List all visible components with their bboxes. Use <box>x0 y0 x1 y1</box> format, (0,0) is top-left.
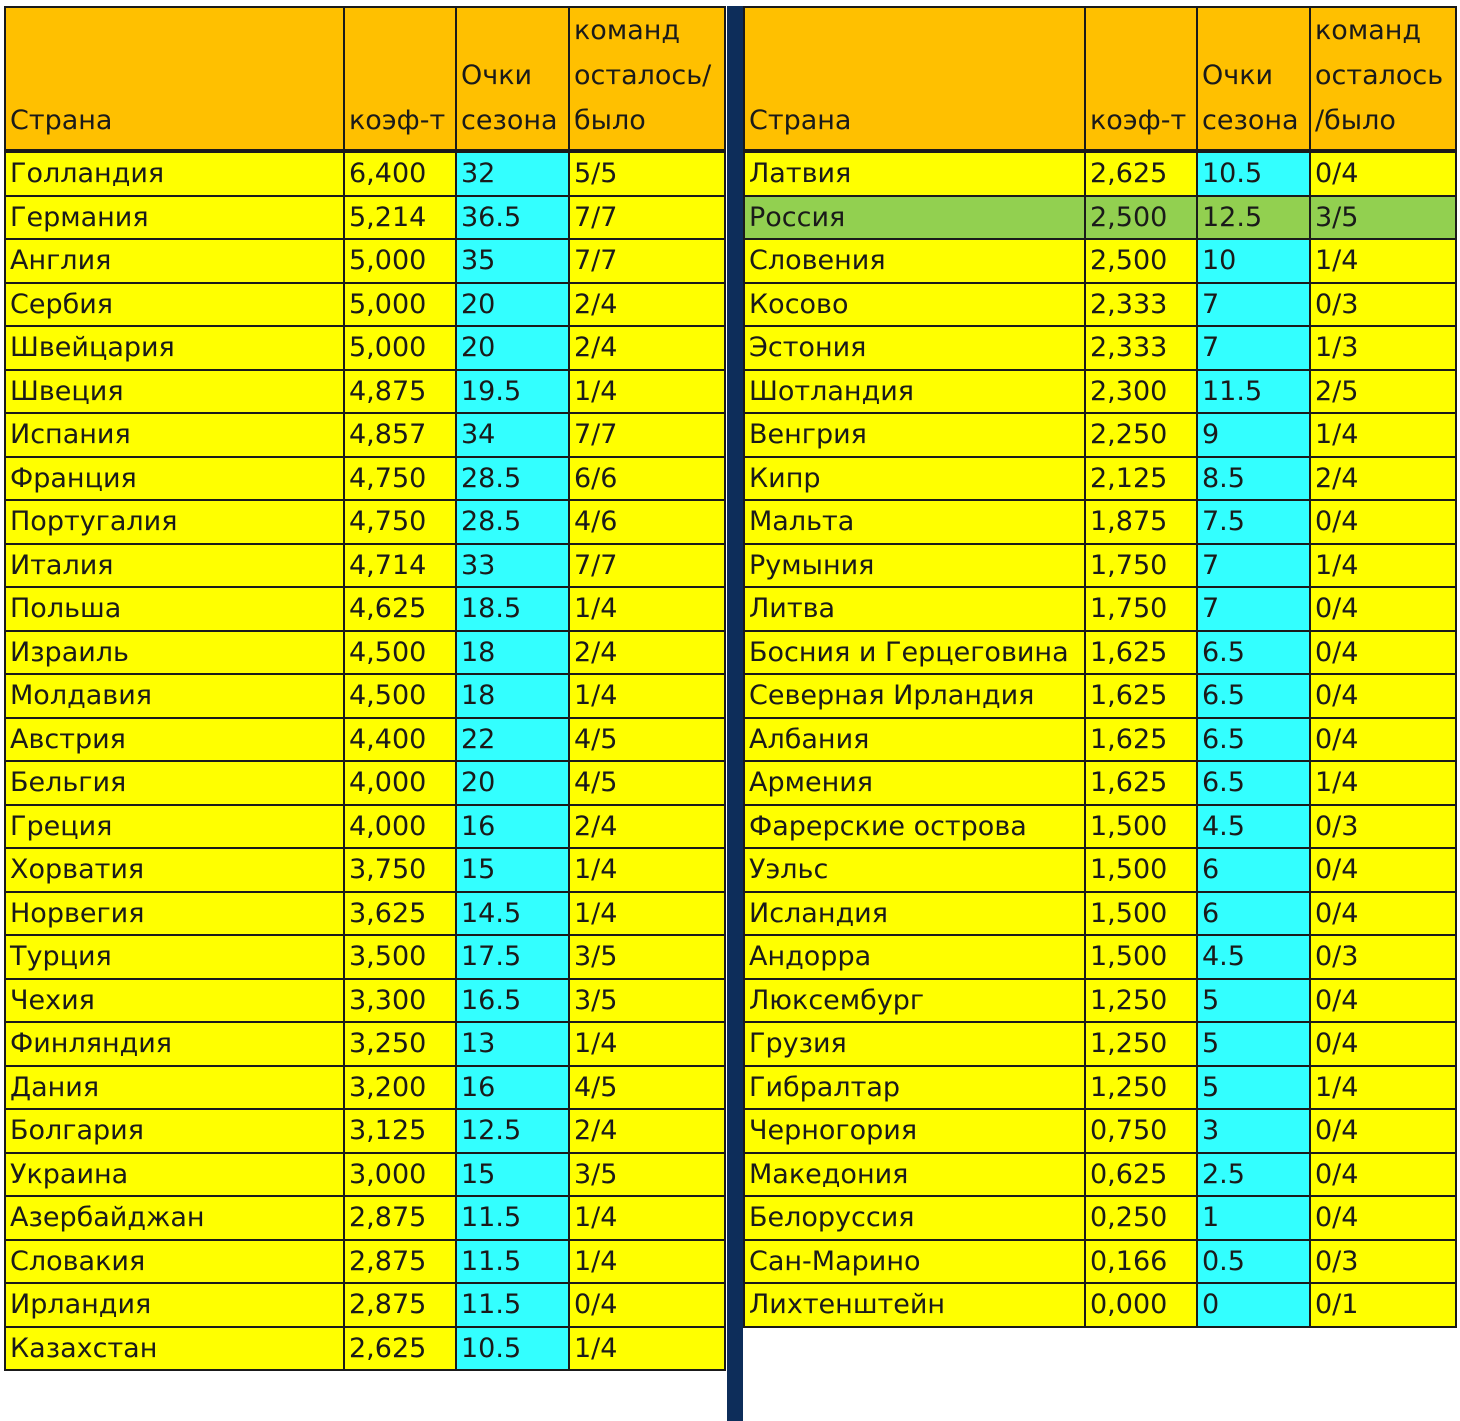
coef-cell: 4,857 <box>344 413 456 457</box>
points-cell: 11.5 <box>456 1240 569 1284</box>
coef-cell: 1,500 <box>1085 892 1197 936</box>
country-cell: Латвия <box>744 151 1085 196</box>
coef-cell: 2,875 <box>344 1196 456 1240</box>
country-cell: Косово <box>744 283 1085 327</box>
country-cell: Эстония <box>744 326 1085 370</box>
teams-cell: 0/4 <box>1310 1022 1456 1066</box>
country-cell: Албания <box>744 718 1085 762</box>
table-row <box>744 370 1456 414</box>
right-header-row <box>744 7 1456 151</box>
table-row <box>744 674 1456 718</box>
left-table <box>4 6 726 1371</box>
country-cell: Македония <box>744 1153 1085 1197</box>
country-cell: Исландия <box>744 892 1085 936</box>
points-cell: 2.5 <box>1197 1153 1310 1197</box>
country-cell: Австрия <box>5 718 344 762</box>
coef-cell: 2,333 <box>1085 283 1197 327</box>
teams-cell: 2/4 <box>569 805 725 849</box>
country-cell: Греция <box>5 805 344 849</box>
points-cell: 5 <box>1197 1022 1310 1066</box>
table-row <box>744 544 1456 588</box>
teams-cell: 1/3 <box>1310 326 1456 370</box>
coef-cell: 2,333 <box>1085 326 1197 370</box>
coef-cell: 2,250 <box>1085 413 1197 457</box>
table-row <box>744 587 1456 631</box>
teams-cell: 1/4 <box>569 587 725 631</box>
teams-cell: 2/4 <box>569 283 725 327</box>
points-cell: 1 <box>1197 1196 1310 1240</box>
coef-cell: 2,125 <box>1085 457 1197 501</box>
table-row <box>5 848 725 892</box>
table-row <box>5 892 725 936</box>
country-cell: Белоруссия <box>744 1196 1085 1240</box>
teams-cell: 1/4 <box>569 892 725 936</box>
teams-cell: 7/7 <box>569 196 725 240</box>
points-cell: 15 <box>456 848 569 892</box>
table-row <box>5 1283 725 1327</box>
points-cell: 16 <box>456 805 569 849</box>
coef-cell: 3,300 <box>344 979 456 1023</box>
points-cell: 33 <box>456 544 569 588</box>
teams-cell: 3/5 <box>1310 196 1456 240</box>
country-cell: Румыния <box>744 544 1085 588</box>
points-cell: 13 <box>456 1022 569 1066</box>
teams-cell: 2/5 <box>1310 370 1456 414</box>
teams-cell: 1/4 <box>569 1196 725 1240</box>
country-cell: Мальта <box>744 500 1085 544</box>
table-row <box>744 631 1456 675</box>
country-cell: Испания <box>5 413 344 457</box>
coef-cell: 1,500 <box>1085 935 1197 979</box>
points-cell: 11.5 <box>456 1283 569 1327</box>
left-table-body <box>5 7 725 1370</box>
table-row <box>744 848 1456 892</box>
points-cell: 6 <box>1197 892 1310 936</box>
country-cell: Гибралтар <box>744 1066 1085 1110</box>
coef-cell: 0,000 <box>1085 1283 1197 1327</box>
country-cell: Венгрия <box>744 413 1085 457</box>
country-cell: Болгария <box>5 1109 344 1153</box>
points-cell: 35 <box>456 239 569 283</box>
points-cell: 20 <box>456 761 569 805</box>
country-cell: Грузия <box>744 1022 1085 1066</box>
country-cell: Люксембург <box>744 979 1085 1023</box>
country-cell: Словения <box>744 239 1085 283</box>
country-cell: Франция <box>5 457 344 501</box>
coef-cell: 5,214 <box>344 196 456 240</box>
teams-cell: 2/4 <box>569 1109 725 1153</box>
country-cell: Лихтенштейн <box>744 1283 1085 1327</box>
table-row <box>5 979 725 1023</box>
teams-cell: 4/5 <box>569 761 725 805</box>
coef-cell: 3,250 <box>344 1022 456 1066</box>
table-row <box>5 283 725 327</box>
table-row <box>5 151 725 196</box>
teams-cell: 2/4 <box>569 631 725 675</box>
header-teams: команд осталось /было <box>1310 7 1456 151</box>
country-cell: Фарерские острова <box>744 805 1085 849</box>
table-row <box>5 631 725 675</box>
country-cell: Шотландия <box>744 370 1085 414</box>
country-cell: Словакия <box>5 1240 344 1284</box>
points-cell: 14.5 <box>456 892 569 936</box>
teams-cell: 3/5 <box>569 1153 725 1197</box>
table-row <box>5 457 725 501</box>
table-row <box>5 239 725 283</box>
country-cell: Сербия <box>5 283 344 327</box>
coef-cell: 3,000 <box>344 1153 456 1197</box>
points-cell: 0 <box>1197 1283 1310 1327</box>
points-cell: 20 <box>456 326 569 370</box>
points-cell: 4.5 <box>1197 805 1310 849</box>
points-cell: 18 <box>456 631 569 675</box>
table-row <box>744 457 1456 501</box>
table-row <box>744 151 1456 196</box>
points-cell: 15 <box>456 1153 569 1197</box>
country-cell: Бельгия <box>5 761 344 805</box>
table-row <box>744 1196 1456 1240</box>
coef-cell: 4,714 <box>344 544 456 588</box>
points-cell: 6.5 <box>1197 718 1310 762</box>
points-cell: 18.5 <box>456 587 569 631</box>
table-row <box>744 761 1456 805</box>
table-row <box>744 500 1456 544</box>
coef-cell: 4,750 <box>344 457 456 501</box>
teams-cell: 1/4 <box>1310 1066 1456 1110</box>
points-cell: 3 <box>1197 1109 1310 1153</box>
teams-cell: 1/4 <box>1310 761 1456 805</box>
points-cell: 9 <box>1197 413 1310 457</box>
coef-cell: 1,875 <box>1085 500 1197 544</box>
coef-cell: 4,000 <box>344 805 456 849</box>
points-cell: 10.5 <box>456 1327 569 1371</box>
teams-cell: 3/5 <box>569 979 725 1023</box>
points-cell: 7 <box>1197 283 1310 327</box>
coef-cell: 2,300 <box>1085 370 1197 414</box>
teams-cell: 0/4 <box>1310 718 1456 762</box>
table-row <box>5 935 725 979</box>
points-cell: 32 <box>456 151 569 196</box>
teams-cell: 7/7 <box>569 413 725 457</box>
coef-cell: 1,750 <box>1085 587 1197 631</box>
country-cell: Италия <box>5 544 344 588</box>
coef-cell: 1,625 <box>1085 718 1197 762</box>
coef-cell: 1,625 <box>1085 761 1197 805</box>
points-cell: 4.5 <box>1197 935 1310 979</box>
table-row <box>744 283 1456 327</box>
points-cell: 6.5 <box>1197 674 1310 718</box>
table-row <box>5 500 725 544</box>
points-cell: 16 <box>456 1066 569 1110</box>
teams-cell: 0/3 <box>1310 935 1456 979</box>
coef-cell: 1,250 <box>1085 1066 1197 1110</box>
teams-cell: 0/1 <box>1310 1283 1456 1327</box>
coef-cell: 2,875 <box>344 1283 456 1327</box>
coef-cell: 2,625 <box>1085 151 1197 196</box>
country-cell: Черногория <box>744 1109 1085 1153</box>
coef-cell: 6,400 <box>344 151 456 196</box>
points-cell: 10 <box>1197 239 1310 283</box>
coef-cell: 5,000 <box>344 283 456 327</box>
teams-cell: 2/4 <box>1310 457 1456 501</box>
table-row <box>744 1109 1456 1153</box>
teams-cell: 1/4 <box>1310 239 1456 283</box>
country-cell: Сан-Марино <box>744 1240 1085 1284</box>
coef-cell: 4,400 <box>344 718 456 762</box>
table-row <box>5 718 725 762</box>
table-row <box>744 892 1456 936</box>
table-row <box>744 196 1456 240</box>
points-cell: 28.5 <box>456 457 569 501</box>
teams-cell: 0/3 <box>1310 1240 1456 1284</box>
points-cell: 5 <box>1197 979 1310 1023</box>
country-cell: Литва <box>744 587 1085 631</box>
country-cell: Дания <box>5 1066 344 1110</box>
table-row <box>5 544 725 588</box>
teams-cell: 1/4 <box>569 1240 725 1284</box>
country-cell: Казахстан <box>5 1327 344 1371</box>
table-row <box>744 935 1456 979</box>
points-cell: 10.5 <box>1197 151 1310 196</box>
country-cell: Уэльс <box>744 848 1085 892</box>
points-cell: 19.5 <box>456 370 569 414</box>
teams-cell: 1/4 <box>569 1327 725 1371</box>
teams-cell: 0/4 <box>1310 848 1456 892</box>
header-coef: коэф-т <box>344 7 456 151</box>
teams-cell: 0/4 <box>569 1283 725 1327</box>
teams-cell: 4/5 <box>569 1066 725 1110</box>
coef-cell: 3,625 <box>344 892 456 936</box>
points-cell: 6 <box>1197 848 1310 892</box>
teams-cell: 1/4 <box>569 848 725 892</box>
points-cell: 6.5 <box>1197 761 1310 805</box>
teams-cell: 4/5 <box>569 718 725 762</box>
teams-cell: 0/4 <box>1310 587 1456 631</box>
coef-cell: 2,875 <box>344 1240 456 1284</box>
points-cell: 0.5 <box>1197 1240 1310 1284</box>
table-row <box>5 1240 725 1284</box>
teams-cell: 1/4 <box>569 370 725 414</box>
coef-cell: 4,500 <box>344 631 456 675</box>
points-cell: 28.5 <box>456 500 569 544</box>
country-cell: Азербайджан <box>5 1196 344 1240</box>
table-row <box>5 1196 725 1240</box>
country-cell: Молдавия <box>5 674 344 718</box>
coef-cell: 0,250 <box>1085 1196 1197 1240</box>
teams-cell: 0/4 <box>1310 500 1456 544</box>
header-country: Страна <box>5 7 344 151</box>
country-cell: Швейцария <box>5 326 344 370</box>
country-cell: Босния и Герцеговина <box>744 631 1085 675</box>
points-cell: 17.5 <box>456 935 569 979</box>
country-cell: Израиль <box>5 631 344 675</box>
coef-cell: 0,166 <box>1085 1240 1197 1284</box>
coef-cell: 4,500 <box>344 674 456 718</box>
country-cell: Португалия <box>5 500 344 544</box>
points-cell: 12.5 <box>1197 196 1310 240</box>
country-cell: Германия <box>5 196 344 240</box>
coef-cell: 1,500 <box>1085 848 1197 892</box>
country-cell: Турция <box>5 935 344 979</box>
country-cell: Северная Ирландия <box>744 674 1085 718</box>
points-cell: 22 <box>456 718 569 762</box>
header-teams: команд осталось/ было <box>569 7 725 151</box>
teams-cell: 5/5 <box>569 151 725 196</box>
country-cell: Финляндия <box>5 1022 344 1066</box>
country-cell: Голландия <box>5 151 344 196</box>
coef-cell: 1,500 <box>1085 805 1197 849</box>
teams-cell: 3/5 <box>569 935 725 979</box>
teams-cell: 7/7 <box>569 239 725 283</box>
coef-cell: 4,000 <box>344 761 456 805</box>
teams-cell: 1/4 <box>1310 544 1456 588</box>
coef-cell: 4,875 <box>344 370 456 414</box>
coef-cell: 5,000 <box>344 326 456 370</box>
coef-cell: 1,625 <box>1085 674 1197 718</box>
right-table <box>743 6 1457 1328</box>
country-cell: Украина <box>5 1153 344 1197</box>
coef-cell: 3,125 <box>344 1109 456 1153</box>
teams-cell: 0/4 <box>1310 151 1456 196</box>
teams-cell: 1/4 <box>1310 413 1456 457</box>
points-cell: 36.5 <box>456 196 569 240</box>
coef-cell: 5,000 <box>344 239 456 283</box>
teams-cell: 0/3 <box>1310 805 1456 849</box>
table-row <box>5 326 725 370</box>
points-cell: 34 <box>456 413 569 457</box>
header-country: Страна <box>744 7 1085 151</box>
table-row <box>744 979 1456 1023</box>
table-row <box>5 587 725 631</box>
table-row <box>5 1022 725 1066</box>
coef-cell: 3,500 <box>344 935 456 979</box>
header-points: Очки сезона <box>456 7 569 151</box>
points-cell: 11.5 <box>456 1196 569 1240</box>
coef-cell: 4,625 <box>344 587 456 631</box>
country-cell: Хорватия <box>5 848 344 892</box>
teams-cell: 0/4 <box>1310 1153 1456 1197</box>
points-cell: 7.5 <box>1197 500 1310 544</box>
right-table-body <box>744 7 1456 1327</box>
coef-cell: 1,250 <box>1085 979 1197 1023</box>
table-row <box>5 1066 725 1110</box>
table-row <box>5 196 725 240</box>
points-cell: 16.5 <box>456 979 569 1023</box>
table-row <box>5 674 725 718</box>
table-row <box>744 1283 1456 1327</box>
country-cell: Англия <box>5 239 344 283</box>
header-points: Очки сезона <box>1197 7 1310 151</box>
country-cell: Россия <box>744 196 1085 240</box>
table-row <box>744 239 1456 283</box>
teams-cell: 7/7 <box>569 544 725 588</box>
table-row <box>744 413 1456 457</box>
coef-cell: 0,750 <box>1085 1109 1197 1153</box>
country-cell: Чехия <box>5 979 344 1023</box>
header-coef: коэф-т <box>1085 7 1197 151</box>
coef-cell: 4,750 <box>344 500 456 544</box>
country-cell: Швеция <box>5 370 344 414</box>
country-cell: Кипр <box>744 457 1085 501</box>
coef-cell: 1,250 <box>1085 1022 1197 1066</box>
coef-cell: 1,750 <box>1085 544 1197 588</box>
teams-cell: 0/4 <box>1310 979 1456 1023</box>
points-cell: 6.5 <box>1197 631 1310 675</box>
teams-cell: 0/4 <box>1310 1196 1456 1240</box>
table-row <box>5 413 725 457</box>
table-row <box>744 326 1456 370</box>
points-cell: 5 <box>1197 1066 1310 1110</box>
teams-cell: 4/6 <box>569 500 725 544</box>
coef-cell: 2,625 <box>344 1327 456 1371</box>
table-row <box>5 1327 725 1371</box>
column-divider <box>727 6 743 1421</box>
points-cell: 20 <box>456 283 569 327</box>
teams-cell: 1/4 <box>569 674 725 718</box>
teams-cell: 6/6 <box>569 457 725 501</box>
teams-cell: 0/4 <box>1310 631 1456 675</box>
country-cell: Норвегия <box>5 892 344 936</box>
table-row <box>744 1066 1456 1110</box>
country-cell: Ирландия <box>5 1283 344 1327</box>
points-cell: 12.5 <box>456 1109 569 1153</box>
table-row <box>5 805 725 849</box>
table-row <box>5 370 725 414</box>
country-cell: Андорра <box>744 935 1085 979</box>
table-row <box>5 1153 725 1197</box>
country-cell: Польша <box>5 587 344 631</box>
coef-cell: 2,500 <box>1085 196 1197 240</box>
points-cell: 8.5 <box>1197 457 1310 501</box>
coef-cell: 2,500 <box>1085 239 1197 283</box>
table-row <box>744 1022 1456 1066</box>
table-row <box>744 1153 1456 1197</box>
teams-cell: 1/4 <box>569 1022 725 1066</box>
teams-cell: 0/3 <box>1310 283 1456 327</box>
points-cell: 7 <box>1197 587 1310 631</box>
country-cell: Армения <box>744 761 1085 805</box>
table-row <box>5 761 725 805</box>
coef-cell: 1,625 <box>1085 631 1197 675</box>
coef-cell: 0,625 <box>1085 1153 1197 1197</box>
teams-cell: 0/4 <box>1310 674 1456 718</box>
table-row <box>744 718 1456 762</box>
coef-cell: 3,200 <box>344 1066 456 1110</box>
table-row <box>744 1240 1456 1284</box>
coef-cell: 3,750 <box>344 848 456 892</box>
teams-cell: 0/4 <box>1310 892 1456 936</box>
table-row <box>744 805 1456 849</box>
table-row <box>5 1109 725 1153</box>
points-cell: 18 <box>456 674 569 718</box>
teams-cell: 2/4 <box>569 326 725 370</box>
left-header-row <box>5 7 725 151</box>
points-cell: 7 <box>1197 326 1310 370</box>
teams-cell: 0/4 <box>1310 1109 1456 1153</box>
points-cell: 7 <box>1197 544 1310 588</box>
points-cell: 11.5 <box>1197 370 1310 414</box>
